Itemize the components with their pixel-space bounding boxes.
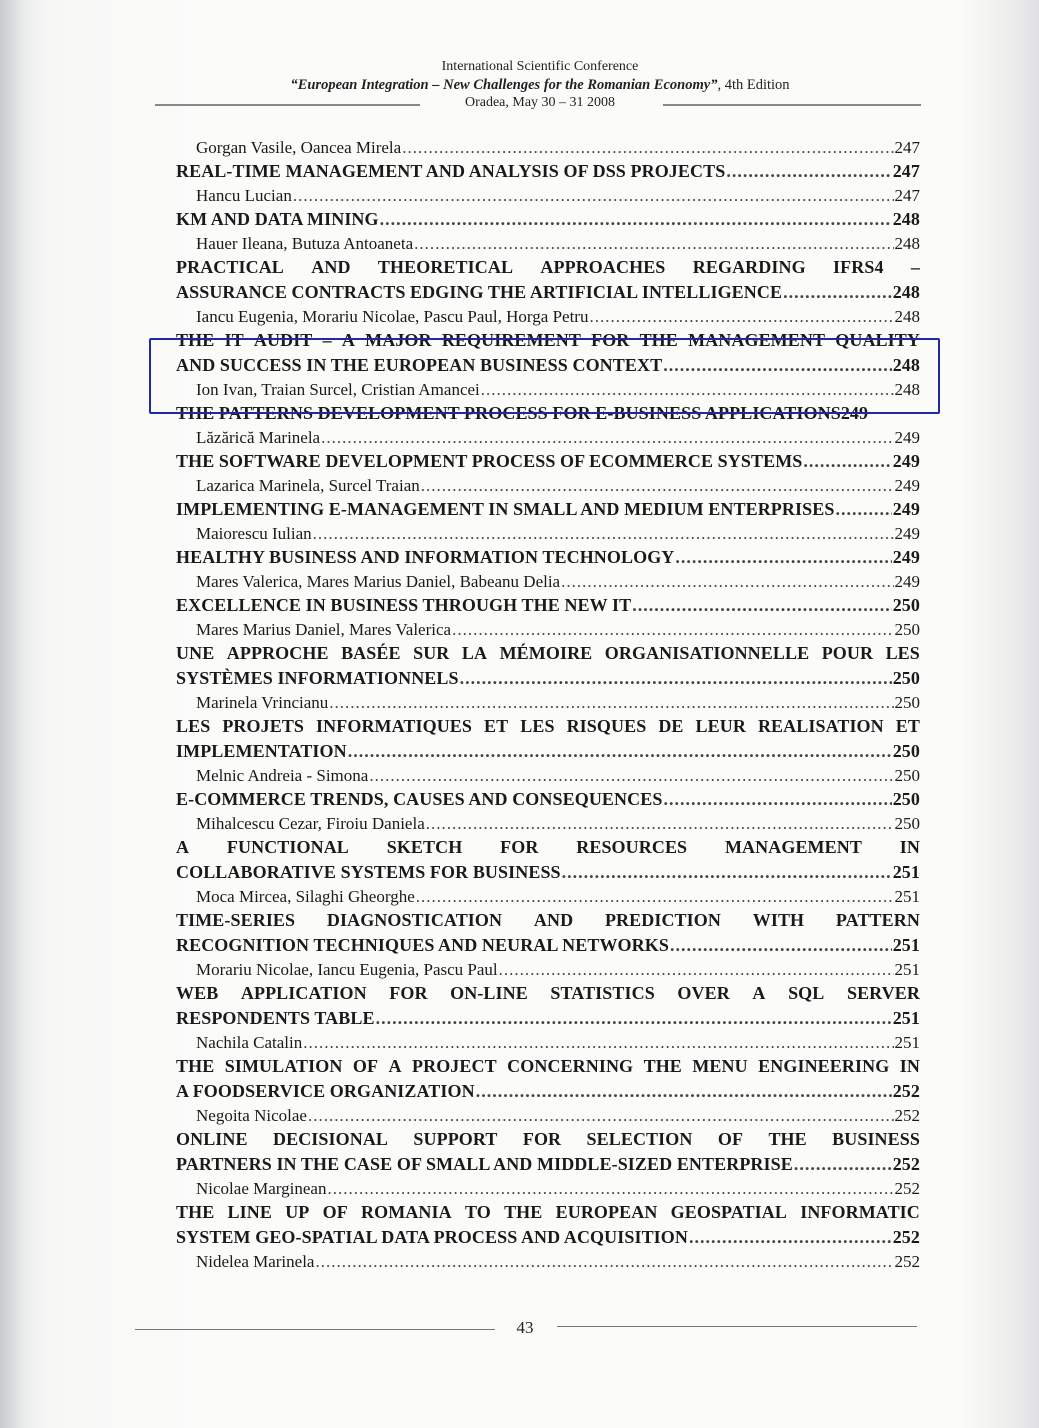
dot-leader [632,593,891,618]
toc-title-word: MANAGEMENT [688,330,826,350]
toc-author-line [176,426,920,449]
toc-title-word: REALISATION [757,716,884,736]
toc-title-word: PROJETS [222,716,305,736]
toc-author-line [176,305,920,328]
toc-entry-authors [176,958,920,981]
toc-title-word: RESOURCES [576,837,688,857]
toc-title-word: OVER [677,983,730,1003]
toc-title-word: IN [899,837,920,857]
toc-title-word: A [388,1056,402,1076]
toc-entry-authors [176,812,920,835]
toc-title-word: FOR [500,837,539,857]
highlight-annotation-box [149,338,940,414]
toc-title-word: LEUR [695,716,746,736]
toc-page-number: 251 [892,935,920,955]
toc-title-text: ASSURANCE CONTRACTS EDGING THE ARTIFICIAL INTELLIGENCE [176,282,783,302]
toc-title-word: ON-LINE [450,983,528,1003]
toc-title-word: MAJOR [365,330,432,350]
toc-entry-authors [176,764,920,787]
toc-title-word: LA [461,643,488,663]
toc-entry-title [176,787,920,812]
dot-leader [675,545,891,570]
toc-entry-authors [176,474,920,497]
dot-leader [460,666,892,691]
toc-title-word: THE [176,1202,215,1222]
toc-title-text: IMPLEMENTING E-MANAGEMENT IN SMALL AND MEDIUM ENTERPRISES [176,499,835,519]
toc-page-number: 250 [894,620,920,639]
header-rule-right [663,104,921,106]
toc-page-number: 249 [894,524,920,543]
dot-leader [726,159,891,184]
toc-entry-title [176,1200,920,1250]
toc-author-line [176,812,920,835]
toc-title-word: BUSINESS [832,1129,920,1149]
toc-title-line [176,933,920,958]
toc-title-word: SELECTION [586,1129,693,1149]
toc-page-number: 249 [894,572,920,591]
dot-leader [402,136,893,159]
toc-title-word: THE [176,330,215,350]
toc-title-line [176,860,920,885]
toc-title-word: LES [176,716,211,736]
toc-title-word: SERVER [846,983,920,1003]
toc-author-line [176,618,920,641]
toc-page-number: 248 [894,234,920,253]
toc-author-line [176,1104,920,1127]
toc-author-names: Mares Valerica, Mares Marius Daniel, Babeanu Delia [196,572,561,591]
dot-leader [476,1079,892,1104]
toc-author-line [176,184,920,207]
footer-rule-left [135,1329,495,1330]
toc-title-word: BASÉE [341,643,401,663]
toc-title-text: KM AND DATA MINING [176,209,379,229]
toc-title-word: – [322,330,332,350]
toc-entry-title [176,255,920,305]
dot-leader [308,1104,894,1127]
toc-entry-authors [176,305,920,328]
toc-title-word: THE [768,1129,807,1149]
toc-title-word: DIAGNOSTICATION [326,910,503,930]
toc-title-word: FOR [591,330,630,350]
toc-title-word: OF [322,1202,348,1222]
toc-title-text: SYSTÈMES INFORMATIONNELS [176,668,459,688]
toc-title-word: OF [717,1129,744,1149]
toc-title-word: – [910,257,920,277]
toc-title-word: MENU [692,1056,748,1076]
toc-author-names: Melnic Andreia - Simona [196,766,369,785]
toc-title-word: WEB [176,983,219,1003]
toc-title-word: SQL [788,983,825,1003]
toc-author-line [176,885,920,908]
toc-title-word: WITH [752,910,805,930]
toc-title-word: TO [464,1202,491,1222]
toc-title-text: EXCELLENCE IN BUSINESS THROUGH THE NEW IT [176,595,632,615]
dot-leader [303,1031,893,1054]
toc-title-word: INFORMATIC [800,1202,920,1222]
toc-entry-authors [176,885,920,908]
toc-author-names: Moca Mircea, Silaghi Gheorghe [196,887,415,906]
toc-title-line [176,739,920,764]
toc-entry-authors [176,691,920,714]
dot-leader [369,764,893,787]
dot-leader [783,280,892,305]
toc-page-number: 252 [892,1081,920,1101]
toc-page-number: 248 [892,355,920,375]
page-number: 43 [516,1318,534,1337]
toc-title-word: AND [311,257,351,277]
toc-title-word: APPROACHES [540,257,666,277]
toc-author-names: Hancu Lucian [196,186,292,205]
toc-page-number: 251 [894,960,920,979]
toc-title-word: LES [885,643,920,663]
toc-title-text: E-COMMERCE TRENDS, CAUSES AND CONSEQUENCES [176,789,663,809]
toc-entry-authors [176,1177,920,1200]
toc-title-text: THE SOFTWARE DEVELOPMENT PROCESS OF ECOMMERCE SYSTEMS [176,451,803,471]
toc-title-text: PARTNERS IN THE CASE OF SMALL AND MIDDLE-SIZED ENTERPRISE [176,1154,793,1174]
dot-leader [589,305,893,328]
toc-page-number: 247 [892,161,920,181]
dot-leader [321,426,893,449]
toc-title-word: PATTERN [835,910,920,930]
toc-entry-title [176,593,920,618]
toc-title-word: MÉMOIRE [499,643,593,663]
toc-entry-title [176,449,920,474]
toc-title-word: QUALITY [835,330,920,350]
toc-author-line [176,232,920,255]
dot-leader [835,497,891,522]
toc-title-line [176,207,920,232]
toc-title-word: IT [224,330,244,350]
toc-author-names: Mares Marius Daniel, Mares Valerica [196,620,452,639]
dot-leader [663,787,891,812]
toc-entry-title [176,497,920,522]
toc-entry-authors [176,618,920,641]
toc-author-names: Nachila Catalin [196,1033,303,1052]
toc-entry-authors [176,232,920,255]
toc-title-text: A FOODSERVICE ORGANIZATION [176,1081,475,1101]
conference-subtitle [150,76,930,94]
toc-entry-title [176,981,920,1031]
toc-author-names: Iancu Eugenia, Morariu Nicolae, Pascu Paul, Horga Petru [196,307,589,326]
toc-title-word: APPLICATION [240,983,367,1003]
toc-entry-title [176,1127,920,1177]
toc-title-word: APPROCHE [226,643,329,663]
toc-entry-authors [176,426,920,449]
toc-page-number: 250 [892,668,920,688]
toc-page-number: 250 [892,741,920,761]
toc-title-word: UP [285,1202,310,1222]
toc-title-word: SIMULATION [224,1056,343,1076]
toc-page-number: 252 [894,1179,920,1198]
dot-leader [689,1225,892,1250]
toc-author-names: Marinela Vrincianu [196,693,329,712]
dot-leader [348,739,892,764]
toc-title-line [176,908,920,933]
conference-edition: , 4th Edition [717,77,790,93]
toc-author-line [176,474,920,497]
toc-title-word: A [752,983,766,1003]
toc-page-number: 250 [894,814,920,833]
dot-leader [416,885,894,908]
dot-leader [293,184,894,207]
toc-page-number: 248 [892,209,920,229]
toc-title-word: SUPPORT [413,1129,498,1149]
toc-page-number: 251 [894,887,920,906]
toc-page-number: 249 [894,476,920,495]
toc-entry-authors [176,570,920,593]
toc-page-number: 249 [840,403,869,423]
toc-title-word: PROJECT [412,1056,497,1076]
toc-page-number: 250 [894,693,920,712]
toc-author-line [176,570,920,593]
toc-title-word: REGARDING [692,257,806,277]
toc-title-word: ET [895,716,920,736]
toc-title-line [176,545,920,570]
toc-title-word: DE [658,716,684,736]
toc-entry-authors [176,1250,920,1273]
toc-title-line [176,835,920,860]
toc-page-number: 250 [892,789,920,809]
toc-title-word: THE [639,330,678,350]
toc-title-word: THE [504,1202,543,1222]
toc-entry-authors [176,1031,920,1054]
dot-leader [414,232,893,255]
toc-title-line [176,1225,920,1250]
toc-title-word: A [341,330,355,350]
toc-title-line [176,449,920,474]
toc-title-word: FOR [389,983,428,1003]
toc-title-text: REAL-TIME MANAGEMENT AND ANALYSIS OF DSS PROJECTS [176,161,726,181]
toc-title-word: OF [352,1056,379,1076]
dot-leader [452,618,893,641]
toc-entry-title [176,159,920,184]
toc-title-word: IFRS4 [833,257,884,277]
toc-title-word: INFORMATIQUES [316,716,473,736]
toc-title-word: SKETCH [386,837,463,857]
toc-author-line [176,958,920,981]
toc-title-line [176,787,920,812]
toc-page-number: 250 [892,595,920,615]
toc-title-word: UNE [176,643,215,663]
toc-title-word: AND [533,910,574,930]
toc-title-word: STATISTICS [550,983,655,1003]
toc-title-word: THEORETICAL [377,257,514,277]
toc-title-word: THE [643,1056,682,1076]
toc-entry-authors [176,136,920,159]
toc-author-names: Ion Ivan, Traian Surcel, Cristian Amancei [196,380,480,399]
toc-title-text: THE PATTERNS DEVELOPMENT PROCESS FOR E-BUSINESS APPLICATIONS [176,403,841,423]
toc-title-word: PREDICTION [604,910,721,930]
toc-title-line [176,1079,920,1104]
toc-title-word: IN [899,1056,920,1076]
toc-title-text: IMPLEMENTATION [176,741,347,761]
toc-title-line [176,593,920,618]
dot-leader [562,860,892,885]
toc-title-line [176,1006,920,1031]
toc-title-word: FUNCTIONAL [226,837,349,857]
toc-title-line [176,641,920,666]
toc-title-word: ORGANISATIONNELLE [604,643,810,663]
toc-title-line [176,981,920,1006]
toc-entry-authors [176,522,920,545]
toc-page-number: 249 [892,547,920,567]
toc-title-word: CONCERNING [507,1056,634,1076]
toc-title-line [176,1127,920,1152]
toc-title-word: PRACTICAL [176,257,284,277]
toc-title-word: POUR [821,643,874,663]
dot-leader [499,958,894,981]
dot-leader [421,474,894,497]
toc-page-number: 252 [892,1154,920,1174]
toc-title-word: EUROPEAN [555,1202,658,1222]
toc-entry-authors [176,1104,920,1127]
toc-author-line [176,1031,920,1054]
toc-entry-authors [176,184,920,207]
toc-page-number: 250 [894,766,920,785]
toc-page-number: 249 [892,499,920,519]
toc-author-names: Lazarica Marinela, Surcel Traian [196,476,420,495]
toc-title-word: AUDIT [253,330,313,350]
toc-author-line [176,764,920,787]
toc-page-number: 252 [892,1227,920,1247]
toc-title-text: RECOGNITION TECHNIQUES AND NEURAL NETWORKS [176,935,669,955]
toc-title-line [176,255,920,280]
toc-page-number: 247 [894,138,920,157]
toc-page-number: 249 [892,451,920,471]
conference-location-date: Oradea, May 30 – 31 2008 [464,95,616,110]
toc-page-number: 248 [894,380,920,399]
dot-leader [329,691,893,714]
toc-title-word: DECISIONAL [273,1129,389,1149]
toc-title-line [176,666,920,691]
dot-leader [794,1152,892,1177]
toc-title-word: A [176,837,190,857]
toc-author-names: Hauer Ileana, Butuza Antoaneta [196,234,414,253]
toc-title-text: SYSTEM GEO-SPATIAL DATA PROCESS AND ACQUISITION [176,1227,688,1247]
toc-author-line [176,522,920,545]
dot-leader [315,1250,893,1273]
toc-title-word: ENGINEERING [758,1056,890,1076]
toc-author-line [176,691,920,714]
toc-title-line [176,280,920,305]
header-rule-left [155,104,420,106]
toc-author-names: Nidelea Marinela [196,1252,315,1271]
toc-author-line [176,1177,920,1200]
toc-page-number: 252 [894,1252,920,1271]
toc-page-number: 251 [892,862,920,882]
dot-leader [313,522,894,545]
footer-rule-right [557,1326,917,1327]
conference-title: “European Integration – New Challenges for the Romanian Economy” [290,77,718,93]
toc-entry-title [176,714,920,764]
toc-title-word: RISQUES [566,716,647,736]
toc-author-names: Maiorescu Iulian [196,524,312,543]
toc-page-number: 247 [894,186,920,205]
toc-entry-title [176,1054,920,1104]
toc-title-line [176,1152,920,1177]
toc-entry-title [176,207,920,232]
toc-page-number: 251 [894,1033,920,1052]
toc-title-text: COLLABORATIVE SYSTEMS FOR BUSINESS [176,862,561,882]
toc-title-text: HEALTHY BUSINESS AND INFORMATION TECHNOLOGY [176,547,675,567]
toc-author-names: Morariu Nicolae, Iancu Eugenia, Pascu Paul [196,960,498,979]
toc-title-word: LES [520,716,555,736]
toc-title-word: THE [176,1056,215,1076]
toc-title-word: TIME-SERIES [176,910,296,930]
toc-title-line [176,1054,920,1079]
toc-title-line [176,714,920,739]
toc-author-names: Lăzărică Marinela [196,428,321,447]
toc-page-number: 251 [892,1008,920,1028]
toc-page-number: 249 [894,428,920,447]
toc-title-word: ET [484,716,509,736]
dot-leader [376,1006,892,1031]
dot-leader [561,570,893,593]
dot-leader [380,207,892,232]
toc-title-text: RESPONDENTS TABLE [176,1008,375,1028]
dot-leader [426,812,894,835]
toc-author-names: Nicolae Marginean [196,1179,327,1198]
toc-title-line [176,1200,920,1225]
toc-page-number: 248 [894,307,920,326]
toc-page-number: 252 [894,1106,920,1125]
dot-leader [670,933,892,958]
toc-title-word: ONLINE [176,1129,248,1149]
toc-entry-title [176,545,920,570]
toc-author-line [176,136,920,159]
toc-entry-title [176,908,920,958]
toc-author-names: Gorgan Vasile, Oancea Mirela [196,138,402,157]
dot-leader [327,1177,893,1200]
toc-author-line [176,1250,920,1273]
toc-title-text: AND SUCCESS IN THE EUROPEAN BUSINESS CONTEXT [176,355,663,375]
toc-title-word: ROMANIA [361,1202,452,1222]
dot-leader [803,449,891,474]
toc-title-line [176,159,920,184]
conference-name: International Scientific Conference [441,59,639,74]
toc-entry-title [176,835,920,885]
toc-title-word: LINE [227,1202,272,1222]
toc-title-word: FOR [522,1129,562,1149]
toc-author-names: Mihalcescu Cezar, Firoiu Daniela [196,814,425,833]
toc-title-line [176,497,920,522]
toc-author-names: Negoita Nicolae [196,1106,307,1125]
toc-title-word: SUR [413,643,450,663]
table-of-contents [176,136,920,1273]
toc-title-word: GEOSPATIAL [670,1202,787,1222]
toc-entry-title [176,641,920,691]
toc-page-number: 248 [892,282,920,302]
toc-title-word: REQUIREMENT [441,330,581,350]
toc-title-word: MANAGEMENT [724,837,862,857]
